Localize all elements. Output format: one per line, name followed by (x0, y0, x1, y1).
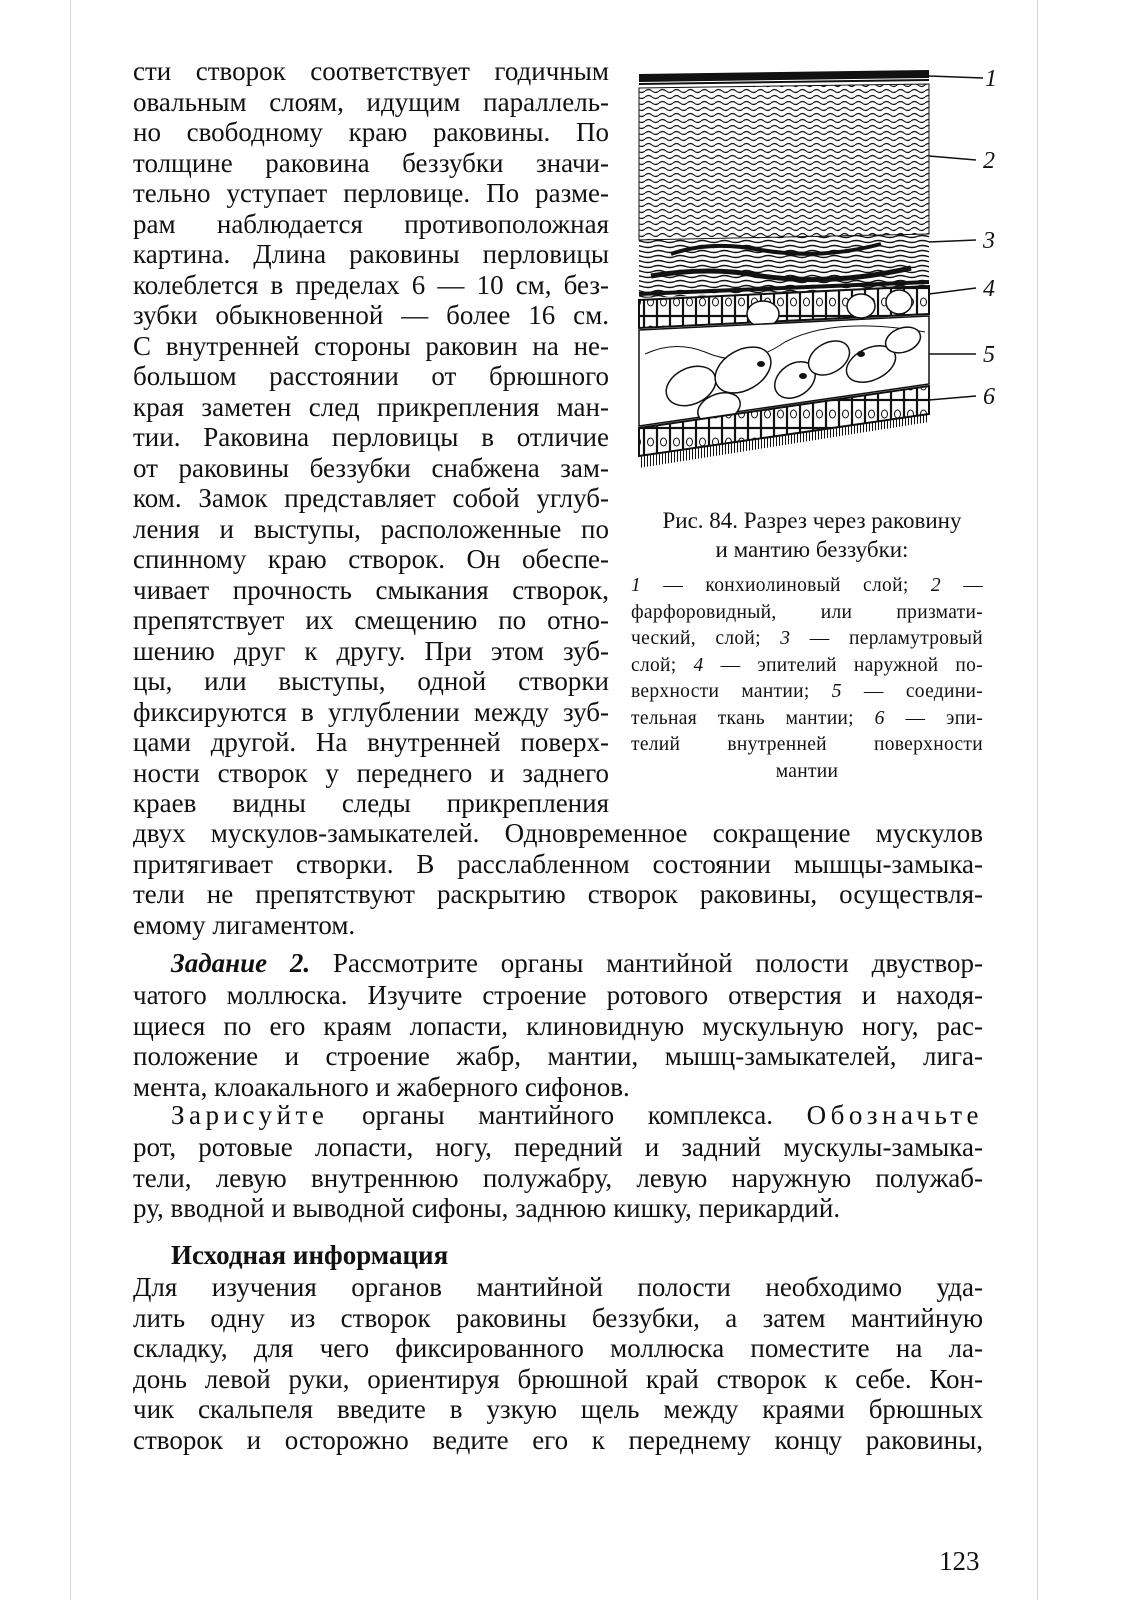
left-column-line: овальным слоям, идущим параллель- (133, 86, 609, 117)
figure-caption-legend-line: верхности мантии; 5 — соедини- (631, 681, 983, 702)
page-number: 123 (939, 1546, 980, 1576)
figure-caption-legend-line: ческий, слой; 3 — перламутровый (631, 628, 983, 649)
task2-first-line (171, 948, 983, 978)
section-line: створок и осторожно ведите его к переднему концу раковины, (133, 1424, 983, 1455)
figure-label-2: 2 (983, 148, 995, 174)
section-line: лить одну из створок раковины беззубки, а затем мантийную (133, 1302, 983, 1333)
body-text-line: тели не препятствуют раскрытию створок раковины, осуществля- (133, 879, 983, 909)
section-line: складку, для чего фиксированного моллюска поместите на ла- (133, 1333, 983, 1363)
figure-label-1: 1 (985, 66, 997, 92)
figure-label-6: 6 (983, 384, 995, 410)
section-line: Для изучения органов мантийной полости необходимо уда- (133, 1272, 983, 1302)
task2-line: положение и строение жабр, мантии, мышц-замыкателей, лига- (133, 1041, 983, 1071)
body-text-line: притягивает створки. В расслабленном состоянии мышцы-замыка- (133, 848, 983, 879)
figure-caption-legend-line: тельная ткань мантии; 6 — эпи- (631, 707, 983, 729)
section-line: донь левой руки, ориентируя брюшной край створок к себе. Кон- (133, 1363, 983, 1394)
figure-label-3: 3 (983, 228, 995, 254)
task2-line: мента, клоакального и жаберного сифонов. (133, 1071, 630, 1102)
body-text-line: емому лигаментом. (133, 909, 356, 940)
left-column-line: краев видны следы прикрепления (133, 788, 609, 818)
left-column-line: толщине раковина беззубки значи- (133, 147, 609, 178)
left-column-line: ком. Замок представляет собой углуб- (133, 483, 609, 513)
left-column-line: сти створок соответствует годичным (133, 56, 609, 86)
body-text-line: двух мускулов-замыкателей. Одновременное сокращение мускулов (133, 818, 983, 848)
left-column-line: края заметен след прикрепления ман- (133, 391, 609, 422)
left-column-line: колеблется в пределах 6 — 10 см, без- (133, 269, 609, 300)
left-column-line: зубки обыкновенной — более 16 см. (133, 300, 609, 330)
draw-line: тели, левую внутреннюю полужабру, левую наружную полужаб- (133, 1162, 983, 1193)
left-column-line: рам наблюдается противоположная (133, 208, 609, 239)
left-column-line: картина. Длина раковины перловицы (133, 239, 609, 269)
figure-caption-legend-line: фарфоровидный, или призмати- (631, 601, 983, 623)
left-column-line: фиксируются в углублении между зуб- (133, 696, 609, 727)
left-column-line: но свободному краю раковины. По (133, 117, 609, 147)
figure-caption-legend-line: мантии (775, 760, 839, 782)
left-column-line: препятствует их смещению по отно- (133, 605, 609, 635)
figure-label-5: 5 (983, 342, 995, 368)
figure-caption-legend-line: телий внутренней поверхности (631, 734, 983, 755)
task2-line: щиеся по его краям лопасти, клиновидную мускульную ногу, рас- (133, 1010, 983, 1041)
section-heading: Исходная информация (171, 1240, 449, 1270)
figure-label-4: 4 (983, 276, 995, 302)
section-line: чик скальпеля введите в узкую щель между краями брюшных (133, 1394, 983, 1424)
draw-line: ру, вводной и выводной сифоны, заднюю кишку, перикардий. (133, 1193, 841, 1223)
left-column-line: цы, или выступы, одной створки (133, 666, 609, 696)
task2-first-text: Рассмотрите органы мантийной полости двуствор- (332, 948, 984, 978)
draw-instruction-word: Зарисуйте (171, 1100, 329, 1130)
draw-first-line (171, 1100, 983, 1130)
figure-caption-title-2: и мантию беззубки: (715, 537, 909, 562)
figure-caption-legend-line: слой; 4 — эпителий наружной по- (631, 654, 983, 676)
draw-line: рот, ротовые лопасти, ногу, передний и задний мускулы-замыка- (133, 1132, 983, 1162)
label-instruction-word: Обозначьте (806, 1100, 984, 1130)
left-column-line: тии. Раковина перловицы в отличие (133, 422, 609, 452)
draw-instruction-text: органы мантийного комплекса. (361, 1100, 773, 1130)
left-column-line: от раковины беззубки снабжена зам- (133, 452, 609, 483)
left-column-line: большом расстоянии от брюшного (133, 361, 609, 391)
page (70, 0, 1038, 1600)
left-column-line: ности створок у переднего и заднего (133, 757, 609, 788)
left-column-line: ления и выступы, расположенные по (133, 513, 609, 544)
left-column-line: С внутренней стороны раковин на не- (133, 330, 609, 361)
left-column-line: шению друг к другу. При этом зуб- (133, 635, 609, 666)
left-column-line: чивает прочность смыкания створок, (133, 574, 609, 605)
figure-caption-legend-line: 1 — конхиолиновый слой; 2 — (631, 575, 983, 596)
task2-label: Задание 2. (171, 948, 311, 978)
shell-section-figure (631, 64, 1001, 474)
left-column-line: цами другой. На внутренней поверх- (133, 727, 609, 757)
figure-caption-title-1: Рис. 84. Разрез через раковину (662, 508, 962, 533)
left-column-line: тельно уступает перловице. По разме- (133, 178, 609, 208)
task2-line: чатого моллюска. Изучите строение ротового отверстия и находя- (133, 980, 983, 1010)
left-column-line: спинному краю створок. Он обеспе- (133, 544, 609, 574)
